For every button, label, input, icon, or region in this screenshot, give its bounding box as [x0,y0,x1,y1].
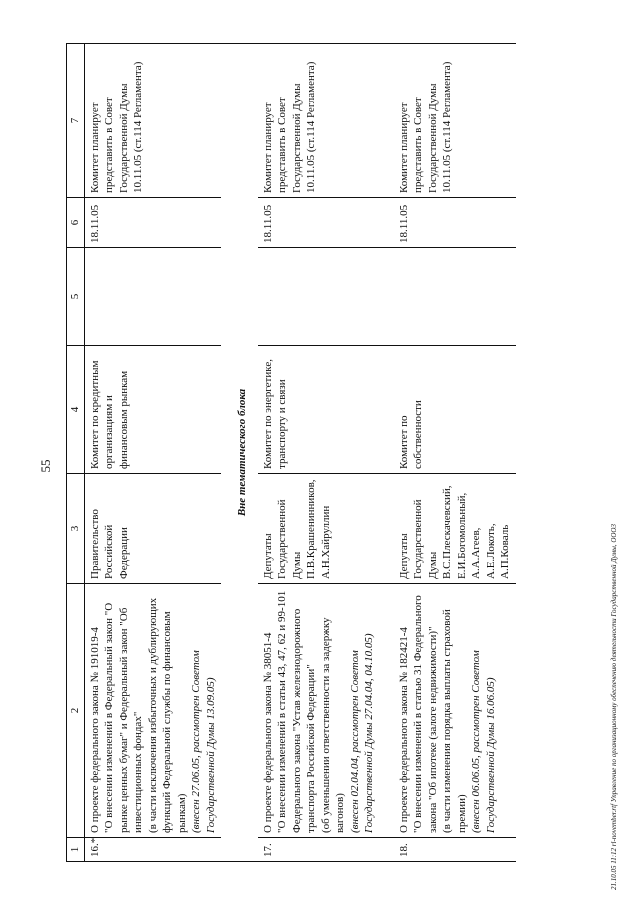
section-row [221,44,258,862]
bill-part: (об уменьшении ответственности за задержку вагонов) [319,617,347,833]
initiator-cell: Депутаты Государственной Думы В.С.Плескачевский, Е.И.Богомольный, А.А.Агеев, А.Е.Локоть, А.П.Коваль [394,474,516,584]
initiator-cell: Депутаты Государственной Думы П.В.Крашенинников, А.Н.Хайруллин [258,474,380,584]
row-number: 17. [258,838,380,862]
rotated-document-page [6,42,636,890]
note-cell: Комитет планирует представить в Совет Государственной Думы 10.11.05 (ст.114 Регламента) [394,44,516,198]
bill-part: (в части изменения порядка выплаты страховой премии) [441,609,468,833]
table-row [84,44,221,862]
bill-name: "О внесении изменений в статью 31 Федерального закона "Об ипотеке (залоге недвижимости)" [412,595,439,833]
row-spacer [380,44,394,862]
bill-cell [258,584,380,838]
column-header-7: 7 [67,44,85,198]
table-row [258,44,380,862]
row-number: 16.* [84,838,221,862]
column-header-3: 3 [67,474,85,584]
committee-cell: Комитет по энергетике, транспорту и связи [258,346,380,474]
bill-part: (в части исключения избыточных и дублирующих функций Федеральной службы по финансовым рынкам) [146,597,188,833]
row-number: 18. [394,838,516,862]
initiator-cell: Правительство Российской Федерации [84,474,221,584]
bill-title: О проекте федерального закона № 182421-4 [397,627,410,833]
column-header-6: 6 [67,198,85,248]
note-cell: Комитет планирует представить в Совет Государственной Думы 10.11.05 (ст.114 Регламента) [84,44,221,198]
table-row [394,44,516,862]
bills-table [66,43,516,862]
column-header-1: 1 [67,838,85,862]
bill-name: "О внесении изменений в Федеральный закон "О рынке ценных бумаг" и Федеральный закон "Об инвестиционных фондах" [103,602,145,833]
section-title: Вне тематического блока [221,44,258,862]
bill-title: О проекте федерального закона № 38051-4 [261,632,274,833]
column-header-4: 4 [67,346,85,474]
col5-cell [84,248,221,346]
bill-registration: (внесен 02.04.04, рассмотрен Советом Государственной Думы 27.04.04, 04.10.05) [348,633,376,833]
committee-cell: Комитет по кредитным организациям и финансовым рынкам [84,346,221,474]
date-cell: 18.11.05 [84,198,221,248]
bill-registration: (внесен 06.06.05, рассмотрен Советом Государственной Думы 16.06.05) [470,650,497,833]
bill-name: "О внесении изменений в статьи 43, 47, 62 и 99-101 Федерального закона "Устав железнодорожного транспорта Российской Федерации" [276,590,318,833]
column-header-2: 2 [67,584,85,838]
bill-cell [84,584,221,838]
date-cell: 18.11.05 [258,198,380,248]
col5-cell [258,248,380,346]
page-number: 55 [38,459,53,473]
column-header-5: 5 [67,248,85,346]
col5-cell [394,248,516,346]
date-cell: 18.11.05 [394,198,516,248]
bill-title: О проекте федерального закона № 191019-4 [88,627,101,833]
column-header-row [67,44,85,862]
bill-cell [394,584,516,838]
bill-registration: (внесен 27.06.05, рассмотрен Советом Государственной Думы 13.09.05) [190,650,217,833]
page-footer: 21.10.05 11:12 rl-november.rtf Управление по организационному обеспечению деятельности Государственной Думы, ООО3 [610,524,618,890]
note-cell: Комитет планирует представить в Совет Государственной Думы 10.11.05 (ст.114 Регламента) [258,44,380,198]
committee-cell: Комитет по собственности [394,346,516,474]
